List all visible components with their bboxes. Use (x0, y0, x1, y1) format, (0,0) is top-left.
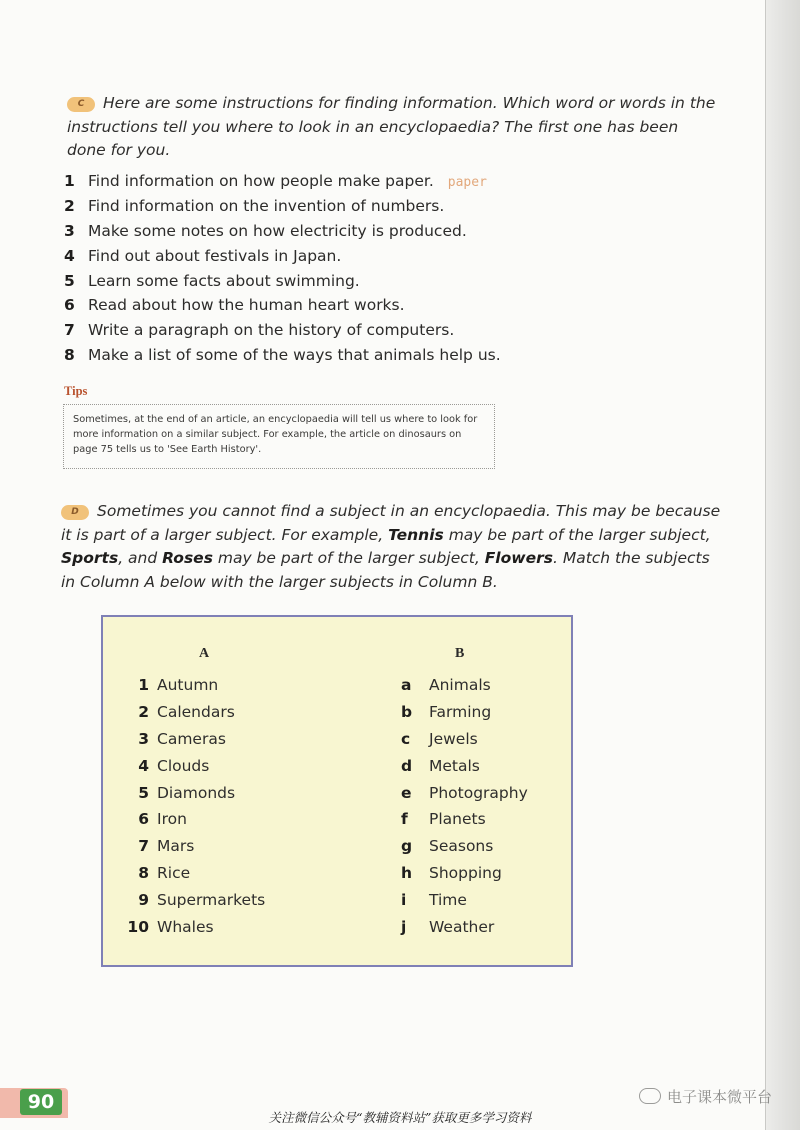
item-text: Write a paragraph on the history of computers. (88, 321, 455, 340)
item-letter: a (401, 676, 412, 694)
item-text: Clouds (157, 756, 210, 775)
item-number: 3 (138, 729, 149, 748)
item-letter: c (401, 729, 411, 748)
item-text: Shopping (429, 864, 502, 883)
list-item (401, 753, 528, 780)
list-item (64, 269, 624, 294)
matching-table (101, 615, 573, 967)
watermark (639, 1086, 772, 1107)
item-number: 2 (64, 196, 75, 215)
item-number: 1 (138, 676, 149, 694)
item-letter: g (401, 837, 413, 856)
section-c-intro (67, 92, 717, 163)
item-text: Photography (429, 783, 528, 802)
example-roses: Roses (162, 549, 213, 567)
item-text: Mars (157, 837, 195, 856)
item-letter: i (401, 891, 407, 910)
page-number: 90 (20, 1089, 62, 1115)
intro-text: may be part of the larger subject, (448, 525, 711, 544)
item-letter: f (401, 810, 408, 829)
list-item (64, 194, 624, 219)
item-number: 9 (138, 891, 149, 910)
item-text: Find information on how people make paper. (88, 172, 434, 190)
tips-text: Sometimes, at the end of an article, an encyclopaedia will tell us where to look for more information on a similar subject. For example, the article on dinosaurs on page 75 tells us to 'See Earth History'. (73, 414, 478, 455)
item-text: Weather (429, 918, 495, 937)
item-text: Supermarkets (157, 891, 266, 910)
item-number: 3 (64, 221, 75, 240)
item-number: 8 (138, 864, 149, 883)
tips-label: Tips (64, 384, 88, 398)
wechat-icon (639, 1088, 661, 1104)
instruction-list (64, 169, 624, 368)
intro-text: . Match the subjects in Column A below with the larger subjects in Column B. (61, 549, 710, 591)
item-text: Iron (157, 810, 187, 829)
item-number: 10 (127, 918, 149, 937)
intro-text: , and (118, 549, 158, 567)
list-item (127, 699, 265, 726)
item-letter: e (401, 783, 412, 802)
list-item (127, 833, 265, 860)
column-b-header: B (455, 646, 465, 661)
column-a-header: A (199, 646, 210, 661)
list-item (127, 726, 265, 753)
section-d-badge: D (61, 505, 89, 520)
list-item (401, 699, 528, 726)
item-text: Whales (157, 918, 214, 937)
item-text: Learn some facts about swimming. (88, 271, 360, 290)
list-item (127, 914, 265, 941)
item-number: 7 (138, 837, 149, 856)
example-flowers: Flowers (484, 549, 553, 567)
intro-text: Sometimes you cannot find a subject in an encyclopaedia. This may be because it is part of a larger subject. For example, (61, 502, 721, 544)
item-text: Rice (157, 864, 191, 883)
list-item (64, 318, 624, 343)
watermark-text: 电子课本微平台 (666, 1088, 772, 1106)
item-text: Find information on the invention of numbers. (88, 196, 445, 215)
list-item (401, 806, 528, 833)
list-item (401, 833, 528, 860)
item-text: Read about how the human heart works. (88, 296, 405, 315)
page-edge-line (765, 0, 766, 1130)
item-text: Time (429, 891, 467, 910)
item-number: 6 (138, 810, 149, 829)
item-letter: b (401, 702, 413, 721)
column-b-list (401, 672, 528, 941)
list-item (127, 887, 265, 914)
list-item (127, 753, 265, 780)
item-text: Seasons (429, 837, 494, 856)
list-item (127, 860, 265, 887)
list-item (64, 219, 624, 244)
item-letter: d (401, 756, 413, 775)
item-number: 4 (138, 756, 149, 775)
list-item (401, 860, 528, 887)
list-item (64, 169, 624, 194)
list-item (401, 672, 528, 699)
list-item (127, 780, 265, 807)
item-number: 5 (138, 783, 149, 802)
list-item (64, 343, 624, 368)
list-item (127, 672, 265, 699)
item-text: Farming (429, 702, 492, 721)
footer-note: 关注微信公众号“教辅资料站”获取更多学习资料 (268, 1110, 532, 1125)
item-text: Metals (429, 756, 480, 775)
list-item (127, 806, 265, 833)
item-text: Animals (429, 676, 491, 694)
section-d-intro (61, 500, 721, 594)
example-sports: Sports (61, 549, 119, 567)
item-number: 8 (64, 346, 75, 365)
item-number: 6 (64, 296, 75, 315)
list-item (401, 780, 528, 807)
list-item (401, 726, 528, 753)
list-item (401, 914, 528, 941)
item-number: 1 (64, 172, 75, 190)
section-c-badge: C (67, 97, 95, 112)
item-text: Planets (429, 810, 486, 829)
section-c-intro-text: Here are some instructions for finding information. Which word or words in the instructions tell you where to look in an encyclopaedia? The first one has been done for you. (67, 94, 716, 159)
item-number: 5 (64, 271, 75, 290)
item-text: Calendars (157, 702, 235, 721)
column-a-list (127, 672, 265, 941)
item-text: Cameras (157, 729, 226, 748)
item-number: 7 (64, 321, 75, 340)
item-text: Diamonds (157, 783, 236, 802)
item-letter: h (401, 864, 413, 883)
example-tennis: Tennis (388, 525, 444, 544)
list-item (401, 887, 528, 914)
item-text: Find out about festivals in Japan. (88, 246, 342, 265)
item-number: 4 (64, 246, 75, 265)
intro-text: may be part of the larger subject, (217, 549, 480, 567)
item-text: Jewels (429, 729, 478, 748)
list-item (64, 244, 624, 269)
item-letter: j (401, 918, 407, 937)
tips-box (63, 404, 495, 469)
list-item (64, 293, 624, 318)
item-number: 2 (138, 702, 149, 721)
item-text: Make some notes on how electricity is produced. (88, 221, 467, 240)
example-answer: paper (447, 175, 487, 190)
item-text: Make a list of some of the ways that animals help us. (88, 346, 501, 365)
item-text: Autumn (157, 676, 219, 694)
page-edge-shadow (766, 0, 800, 1130)
